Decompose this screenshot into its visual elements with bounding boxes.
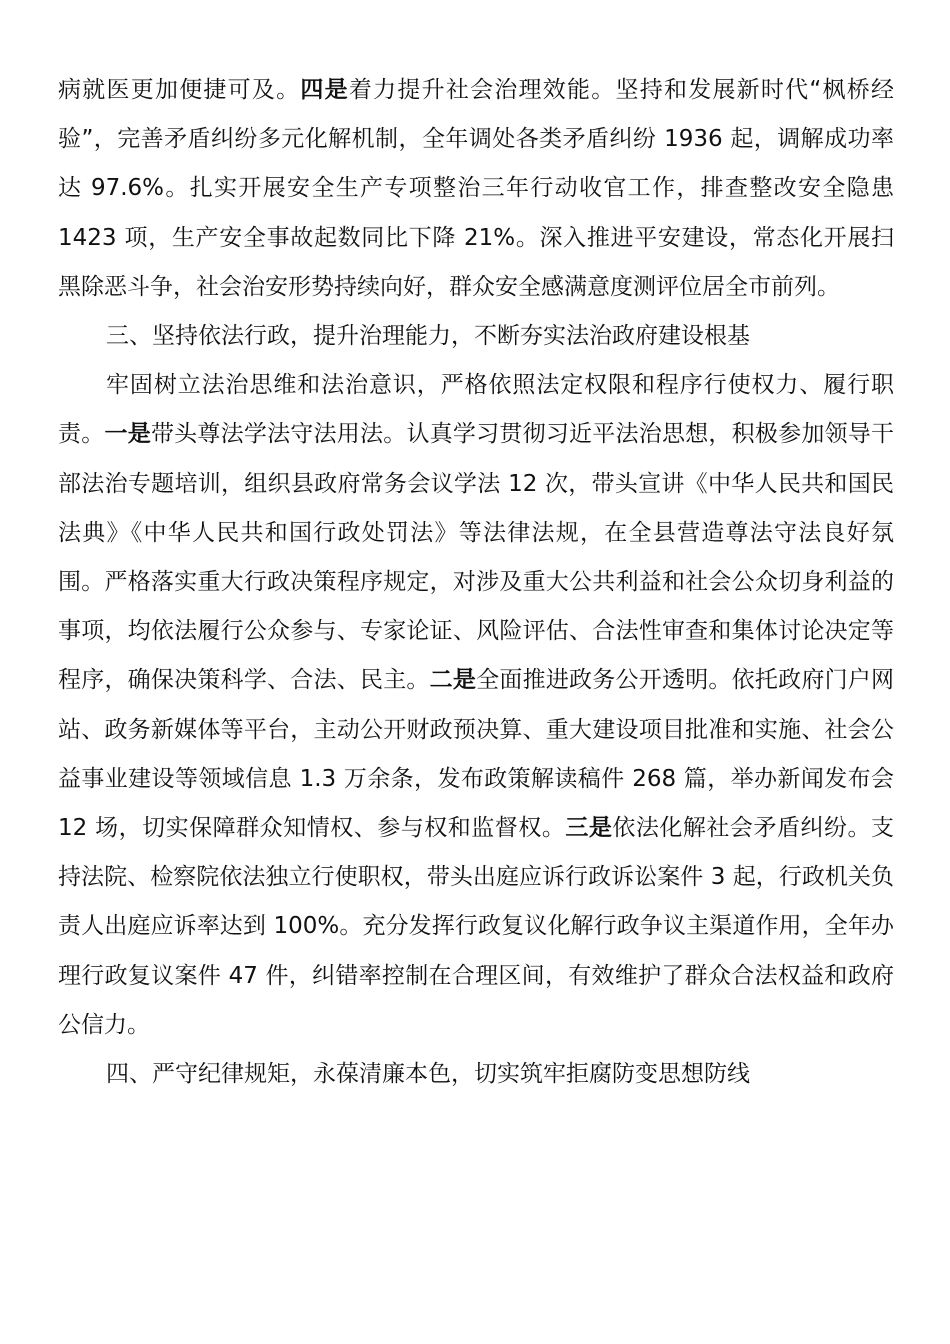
- paragraph-social-governance: [58, 66, 894, 312]
- bold-marker-three: 三是: [565, 815, 613, 842]
- text-segment: 带头尊法学法守法用法。认真学习贯彻习近平法治思想，积极参加领导干部法治专题培训，组织县政府常务会议学法 12 次，带头宣讲《中华人民共和国民法典》《中华人民共和国行政处罚法》等法律法规，在全县营造尊法守法良好氛围。严格落实重大行政决策程序规定，对涉及重大公共利益和社会公众切身利益的事项，均依法履行公众参与、专家论证、风险评估、合法性审查和集体讨论决定等程序，确保决策科学、合法、民主。: [58, 421, 895, 694]
- bold-marker-two: 二是: [429, 667, 477, 694]
- text-segment: 依法化解社会矛盾纠纷。支持法院、检察院依法独立行使职权，带头出庭应诉行政诉讼案件 3 起，行政机关负责人出庭应诉率达到 100%。充分发挥行政复议化解行政争议主渠道作用，全年办理行政复议案件 47 件，纠错率控制在合理区间，有效维护了群众合法权益和政府公信力。: [58, 815, 895, 1038]
- bold-marker-four: 四是: [300, 77, 349, 103]
- text-segment: 全面推进政务公开透明。依托政府门户网站、政务新媒体等平台，主动公开财政预决算、重大建设项目批准和实施、社会公益事业建设等领域信息 1.3 万余条，发布政策解读稿件 268 篇，举办新闻发布会 12 场，切实保障群众知情权、参与权和监督权。: [58, 667, 895, 842]
- text-segment: 病就医更加便捷可及。: [58, 77, 301, 103]
- text-segment: 着力提升社会治理效能。坚持和发展新时代“枫桥经验”，完善矛盾纠纷多元化解机制，全年调处各类矛盾纠纷 1936 起，调解成功率达 97.6%。扎实开展安全生产专项整治三年行动收官工作，排查整改安全隐患 1423 项，生产安全事故起数同比下降 21%。深入推进平安建设，常态化开展扫黑除恶斗争，社会治安形势持续向好，群众安全感满意度测评位居全市前列。: [58, 77, 895, 300]
- document-page: [58, 66, 894, 1099]
- text-segment: 牢固树立法治思维和法治意识，严格依照法定权限和程序行使权力、履行职责。: [58, 372, 894, 448]
- paragraph-rule-of-law: [58, 361, 894, 1050]
- section-heading-three: 三、坚持依法行政，提升治理能力，不断夯实法治政府建设根基: [106, 323, 750, 350]
- bold-marker-one: 一是: [104, 421, 151, 448]
- section-heading-four: 四、严守纪律规矩，永葆清廉本色，切实筑牢拒腐防变思想防线: [106, 1061, 750, 1088]
